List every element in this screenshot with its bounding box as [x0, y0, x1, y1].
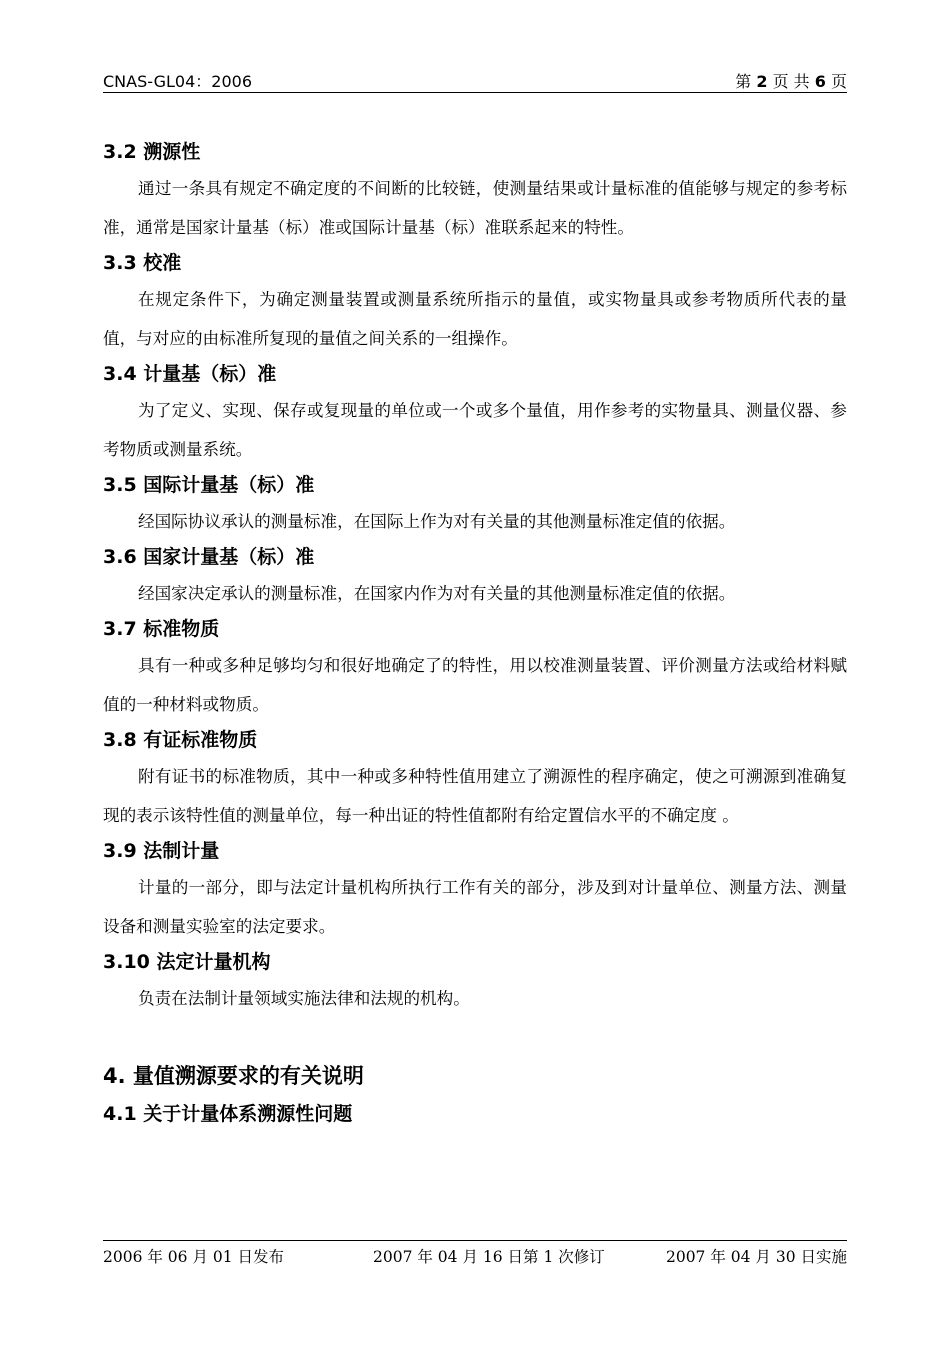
page-footer — [103, 1240, 847, 1267]
page-prefix: 第 — [735, 72, 757, 91]
section-text: 经国家决定承认的测量标准，在国家内作为对有关量的其他测量标准定值的依据。 — [138, 584, 736, 603]
section-heading: 3.8 有证标准物质 — [103, 729, 258, 751]
section-heading: 3.9 法制计量 — [103, 840, 220, 862]
section-heading: 3.5 国际计量基（标）准 — [103, 474, 315, 496]
effective-date: 2007 年 04 月 30 日实施 — [665, 1248, 847, 1266]
section-text: 具有一种或多种足够均匀和很好地确定了的特性，用以校准测量装置、评价测量方法或给材料赋值的一种材料或物质。 — [103, 656, 847, 714]
section-text: 在规定条件下，为确定测量装置或测量系统所指示的量值，或实物量具或参考物质所代表的量值，与对应的由标准所复现的量值之间关系的一组操作。 — [103, 290, 847, 348]
section-text: 计量的一部分，即与法定计量机构所执行工作有关的部分，涉及到对计量单位、测量方法、测量设备和测量实验室的法定要求。 — [103, 878, 847, 936]
page-indicator — [735, 69, 847, 92]
doc-code: CNAS-GL04：2006 — [103, 72, 252, 91]
page-mid: 页 共 — [767, 72, 815, 91]
section-heading: 3.6 国家计量基（标）准 — [103, 546, 315, 568]
document-body — [103, 136, 847, 1131]
section-heading: 3.7 标准物质 — [103, 618, 220, 640]
section-heading: 3.2 溯源性 — [103, 141, 201, 163]
revision-date: 2007 年 04 月 16 日第 1 次修订 — [373, 1248, 605, 1266]
section-text: 负责在法制计量领域实施法律和法规的机构。 — [138, 989, 470, 1008]
page-header — [103, 69, 847, 91]
section-text: 为了定义、实现、保存或复现量的单位或一个或多个量值，用作参考的实物量具、测量仪器、参考物质或测量系统。 — [103, 401, 847, 459]
publish-date: 2006 年 06 月 01 日发布 — [103, 1248, 285, 1266]
page-total: 6 — [814, 72, 826, 91]
section-heading: 3.10 法定计量机构 — [103, 951, 271, 973]
subsection-heading: 4.1 关于计量体系溯源性问题 — [103, 1103, 353, 1125]
section-text: 经国际协议承认的测量标准，在国际上作为对有关量的其他测量标准定值的依据。 — [138, 512, 736, 531]
section-heading: 3.3 校准 — [103, 252, 182, 274]
page-number: 2 — [756, 72, 768, 91]
page-suffix: 页 — [825, 72, 847, 91]
section-text: 附有证书的标准物质，其中一种或多种特性值用建立了溯源性的程序确定，使之可溯源到准确复现的表示该特性值的测量单位，每一种出证的特性值都附有给定置信水平的不确定度 。 — [103, 767, 847, 825]
header-divider — [103, 92, 847, 93]
section-spacer — [103, 1018, 847, 1058]
chapter-heading: 4. 量值溯源要求的有关说明 — [103, 1064, 364, 1088]
section-text: 通过一条具有规定不确定度的不间断的比较链，使测量结果或计量标准的值能够与规定的参考标准，通常是国家计量基（标）准或国际计量基（标）准联系起来的特性。 — [103, 179, 847, 237]
section-heading: 3.4 计量基（标）准 — [103, 363, 277, 385]
